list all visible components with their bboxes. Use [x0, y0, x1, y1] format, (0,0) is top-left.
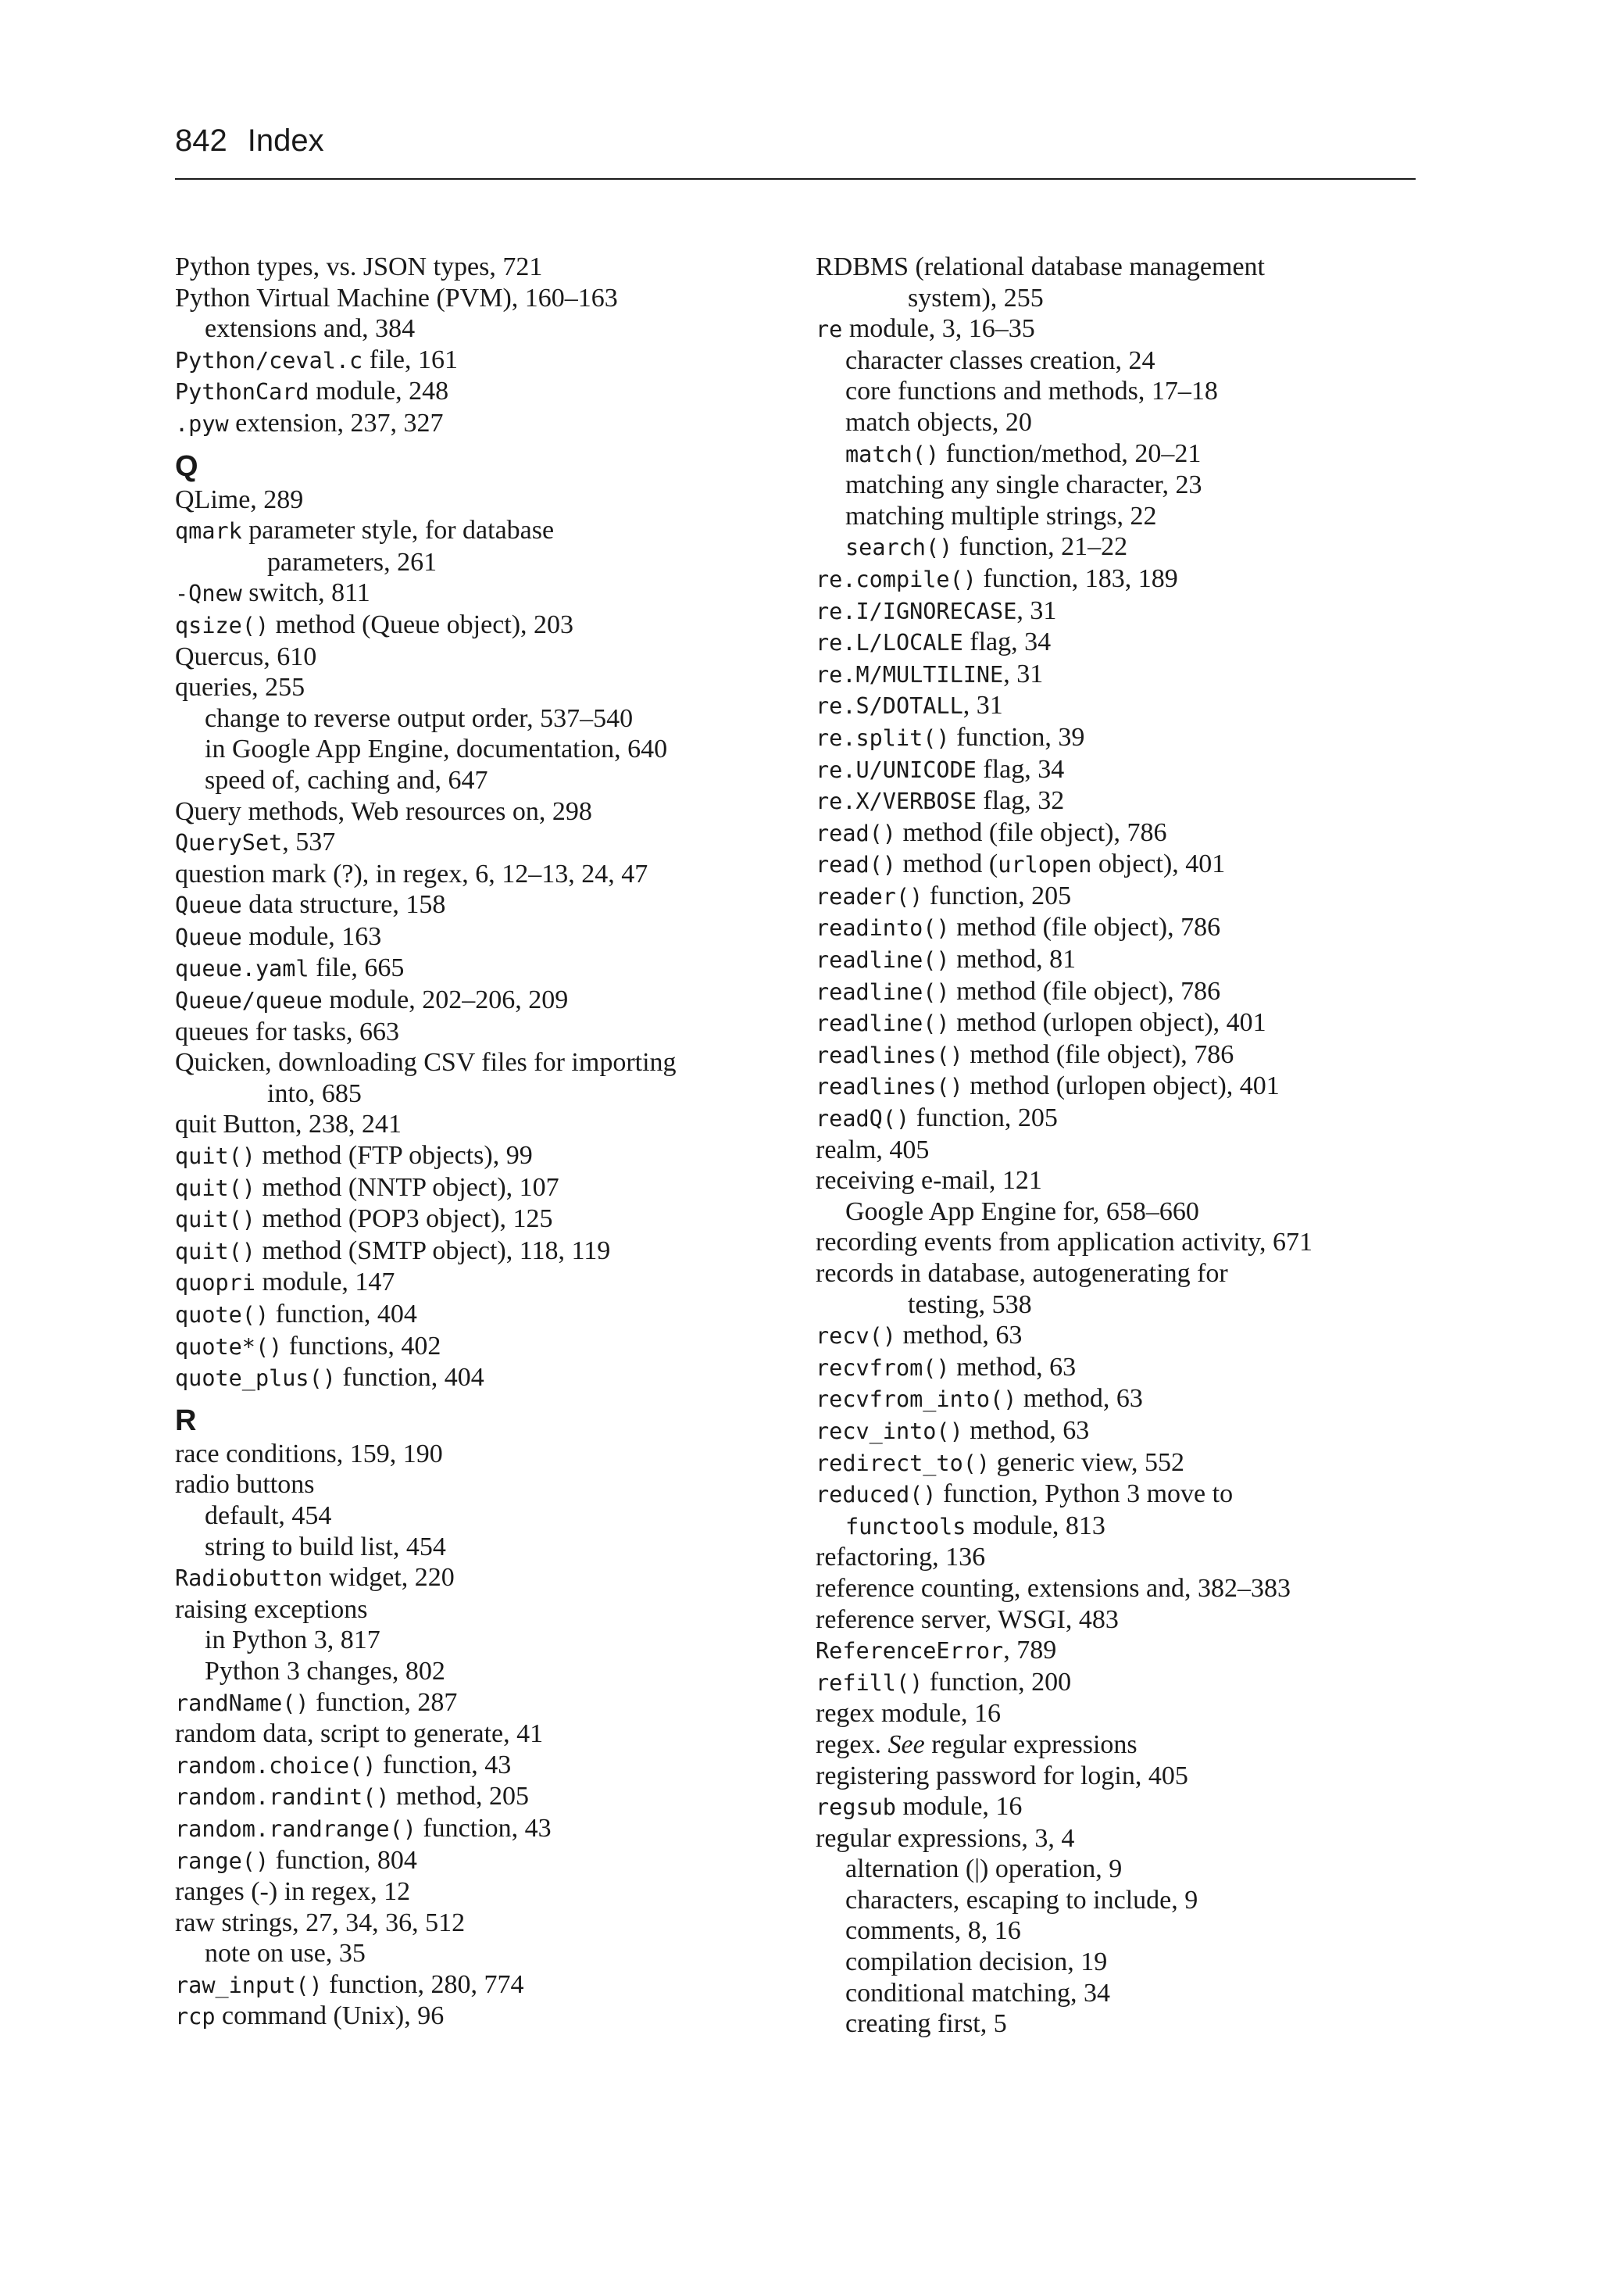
code-term: re.U/UNICODE [816, 756, 977, 783]
code-term: Queue/queue [175, 988, 323, 1014]
entry-text: registering password for login, 405 [816, 1761, 1188, 1790]
entry-text: method, 63 [962, 1415, 1090, 1445]
index-entry [175, 252, 800, 283]
code-term: read() [816, 852, 896, 878]
index-entry [816, 659, 1425, 691]
index-entry [175, 1781, 800, 1813]
entry-text: module, 163 [241, 921, 382, 951]
index-entry [816, 944, 1425, 976]
index-subentry [816, 1885, 1425, 1916]
entry-text: widget, 220 [322, 1563, 455, 1593]
index-entry [175, 1876, 800, 1908]
index-subentry [816, 438, 1425, 470]
entry-text: Python 3 changes, 802 [205, 1656, 445, 1686]
entry-text: realm, 405 [816, 1135, 930, 1164]
code-term: readline() [816, 978, 950, 1005]
index-entry [816, 252, 1425, 283]
index-entry-continuation [816, 1511, 1425, 1543]
entry-text: method, 205 [389, 1782, 530, 1811]
index-entry [175, 985, 800, 1017]
code-term: read() [816, 820, 896, 846]
index-entry [816, 754, 1425, 786]
entry-text: method (SMTP object), 118, 119 [255, 1236, 611, 1265]
index-entry [816, 1258, 1425, 1289]
index-entry [816, 1007, 1425, 1039]
page-number: 842 [175, 123, 227, 158]
code-term: range() [175, 1847, 270, 1874]
code-term: urlopen [998, 852, 1092, 878]
code-term: quit() [175, 1175, 255, 1201]
index-entry [816, 1103, 1425, 1135]
index-entry [816, 1039, 1425, 1071]
entry-text: method, 81 [949, 945, 1077, 975]
index-subentry [816, 1947, 1425, 1978]
index-subentry [816, 376, 1425, 407]
entry-text: testing, 538 [908, 1289, 1032, 1319]
entry-text: functions, 402 [282, 1331, 441, 1361]
index-entry [816, 595, 1425, 628]
index-entry [816, 1635, 1425, 1667]
index-entry [816, 1791, 1425, 1823]
entry-text: regular expressions, 3, 4 [816, 1823, 1075, 1853]
index-entry [175, 1845, 800, 1877]
entry-text: function, 205 [923, 881, 1072, 910]
entry-text: file, 665 [309, 953, 405, 983]
index-entry [175, 2001, 800, 2033]
entry-text: function/method, 20–21 [939, 438, 1202, 468]
entry-text: function, 39 [949, 722, 1085, 752]
index-subentry [816, 1978, 1425, 2009]
entry-text: switch, 811 [241, 578, 370, 608]
index-entry [175, 889, 800, 921]
index-entry [175, 345, 800, 377]
entry-text: function, 205 [909, 1103, 1058, 1133]
entry-text: method (NNTP object), 107 [255, 1172, 559, 1202]
entry-text: data structure, 158 [241, 890, 446, 920]
code-term: Radiobutton [175, 1565, 323, 1592]
code-term: re.S/DOTALL [816, 693, 963, 720]
entry-text: core functions and methods, 17–18 [845, 377, 1218, 406]
index-section-letter: R [175, 1404, 197, 1437]
code-term: qsize() [175, 612, 270, 638]
entry-text: method (Queue object), 203 [269, 610, 574, 639]
code-term: readlines() [816, 1074, 963, 1100]
index-entry [816, 1667, 1425, 1699]
index-entry [175, 376, 800, 408]
entry-text: radio buttons [175, 1470, 315, 1500]
code-term: Queue [175, 892, 242, 919]
index-entry [175, 1562, 800, 1594]
entry-text: reference counting, extensions and, 382–383 [816, 1573, 1291, 1603]
code-term: -Qnew [175, 581, 242, 607]
code-term: quote_plus() [175, 1365, 336, 1392]
entry-text: method (urlopen object), 401 [949, 1008, 1266, 1038]
entry-text: method, 63 [1016, 1384, 1143, 1414]
index-entry-continuation [175, 1078, 800, 1110]
index-entry [175, 1718, 800, 1750]
index-entry [816, 1761, 1425, 1792]
code-term: re.M/MULTILINE [816, 661, 1004, 688]
index-subentry [816, 345, 1425, 377]
code-term: reduced() [816, 1482, 937, 1508]
index-entry [816, 912, 1425, 944]
entry-text: method (urlopen object), 401 [962, 1071, 1280, 1101]
header-rule [175, 178, 1416, 180]
entry-text: , 789 [1003, 1636, 1057, 1665]
entry-text: method (file object), 786 [895, 817, 1167, 847]
code-term: re.I/IGNORECASE [816, 598, 1017, 624]
index-entry [175, 1687, 800, 1719]
code-term: match() [845, 441, 940, 467]
index-entry [816, 785, 1425, 817]
entry-text: flag, 32 [976, 786, 1065, 816]
code-term: QuerySet [175, 830, 283, 857]
entry-text: into, 685 [267, 1078, 362, 1108]
index-entry [175, 578, 800, 610]
code-term: re.compile() [816, 566, 977, 592]
entry-text: function, 21–22 [952, 532, 1128, 562]
entry-text: regular expressions [924, 1729, 1138, 1759]
code-term: quote() [175, 1302, 270, 1328]
code-term: functools [845, 1513, 966, 1540]
index-subentry [175, 765, 800, 796]
entry-text: method (file object), 786 [949, 913, 1221, 942]
entry-text: reference server, WSGI, 483 [816, 1604, 1119, 1634]
entry-text: flag, 34 [976, 754, 1065, 784]
entry-text: match objects, 20 [845, 407, 1032, 437]
index-entry [816, 817, 1425, 849]
entry-text: recording events from application activity, 671 [816, 1228, 1313, 1257]
code-term: search() [845, 535, 953, 561]
code-term: re.L/LOCALE [816, 630, 963, 656]
code-term: raw_input() [175, 1972, 323, 1998]
index-entry [175, 1969, 800, 2001]
entry-text: method (file object), 786 [949, 976, 1221, 1006]
index-entry [175, 408, 800, 440]
index-subentry [816, 1196, 1425, 1228]
entry-text: regex module, 16 [816, 1699, 1001, 1729]
code-term: readQ() [816, 1106, 910, 1132]
entry-text: Python Virtual Machine (PVM), 160–163 [175, 283, 618, 313]
index-entry [175, 642, 800, 673]
entry-text: generic view, 552 [990, 1447, 1184, 1477]
code-term: readline() [816, 1010, 950, 1037]
header-title: Index [247, 123, 324, 158]
index-entry [175, 859, 800, 890]
code-term: redirect_to() [816, 1450, 991, 1476]
index-entry [175, 1594, 800, 1625]
index-subentry [175, 1656, 800, 1687]
code-term: randName() [175, 1690, 309, 1716]
entry-text: quit Button, 238, 241 [175, 1110, 402, 1139]
entry-text: characters, escaping to include, 9 [845, 1885, 1198, 1915]
index-entry [816, 627, 1425, 659]
index-entry [816, 1135, 1425, 1166]
entry-text: raising exceptions [175, 1594, 368, 1624]
index-entry [816, 849, 1425, 881]
index-entry [816, 1823, 1425, 1854]
index-subentry [175, 1938, 800, 1969]
entry-text: function, 804 [269, 1845, 417, 1875]
see-reference: See [888, 1729, 925, 1759]
entry-text: ranges (-) in regex, 12 [175, 1877, 411, 1907]
index-entry [175, 1140, 800, 1172]
index-entry [816, 1352, 1425, 1384]
entry-text: comments, 8, 16 [845, 1916, 1021, 1946]
index-entry [175, 1047, 800, 1078]
entry-text: method, 63 [949, 1352, 1077, 1382]
index-entry [816, 1383, 1425, 1415]
entry-text: function, 287 [309, 1687, 458, 1717]
entry-text: in Google App Engine, documentation, 640 [205, 735, 668, 764]
index-entry [816, 1071, 1425, 1103]
index-entry [175, 515, 800, 547]
entry-text: race conditions, 159, 190 [175, 1439, 443, 1468]
entry-text: function, 280, 774 [322, 1969, 524, 1999]
index-subentry [175, 734, 800, 765]
entry-text: function, Python 3 move to [936, 1479, 1234, 1509]
code-term: .pyw [175, 410, 229, 437]
entry-text: queues for tasks, 663 [175, 1017, 400, 1046]
entry-text: , 537 [282, 828, 336, 857]
index-subentry [816, 531, 1425, 563]
index-entry [175, 610, 800, 642]
entry-text: module, 3, 16–35 [842, 314, 1035, 344]
code-term: queue.yaml [175, 956, 309, 982]
entry-text: object), 401 [1091, 849, 1226, 879]
entry-text: extension, 237, 327 [228, 408, 444, 438]
index-entry [175, 953, 800, 985]
index-entry [816, 1604, 1425, 1636]
entry-text: command (Unix), 96 [215, 2001, 445, 2031]
entry-text: system), 255 [908, 283, 1044, 313]
code-term: qmark [175, 518, 242, 545]
running-header [175, 122, 324, 159]
entry-text: method (file object), 786 [962, 1039, 1234, 1069]
index-subentry [816, 1854, 1425, 1885]
index-entry [816, 1698, 1425, 1729]
index-entry [816, 976, 1425, 1008]
entry-text: function, 404 [335, 1363, 484, 1393]
entry-text: module, 248 [309, 377, 449, 406]
entry-text: speed of, caching and, 647 [205, 765, 488, 795]
index-subentry [175, 1625, 800, 1656]
entry-text: module, 16 [895, 1792, 1023, 1822]
entry-text: parameters, 261 [267, 547, 438, 577]
index-subentry [175, 313, 800, 345]
entry-text: question mark (?), in regex, 6, 12–13, 24, 47 [175, 859, 648, 889]
code-term: readline() [816, 947, 950, 974]
entry-text: file, 161 [362, 345, 459, 374]
entry-text: refactoring, 136 [816, 1543, 986, 1572]
index-subentry [816, 470, 1425, 501]
entry-text: Python types, vs. JSON types, 721 [175, 252, 543, 281]
index-entry [816, 722, 1425, 754]
index-subentry [816, 407, 1425, 438]
entry-text: method ( [895, 849, 998, 879]
entry-text: regex. [816, 1729, 888, 1759]
code-term: quit() [175, 1143, 255, 1170]
entry-text: change to reverse output order, 537–540 [205, 703, 634, 733]
index-entry [816, 1227, 1425, 1258]
entry-text: function, 404 [269, 1300, 417, 1329]
entry-text: Query methods, Web resources on, 298 [175, 796, 592, 826]
entry-text: function, 200 [923, 1667, 1072, 1697]
index-subentry [816, 501, 1425, 532]
entry-text: flag, 34 [962, 628, 1052, 657]
index-entry [175, 1439, 800, 1470]
index-entry [175, 796, 800, 828]
index-entry [175, 1299, 800, 1331]
entry-text: method (FTP objects), 99 [255, 1141, 533, 1171]
entry-text: compilation decision, 19 [845, 1947, 1108, 1977]
entry-text: , 31 [1016, 595, 1057, 625]
index-entry [175, 1331, 800, 1363]
index-entry [175, 1267, 800, 1299]
code-term: re.split() [816, 724, 950, 751]
index-entry [175, 1362, 800, 1394]
entry-text: records in database, autogenerating for [816, 1259, 1228, 1288]
entry-text: RDBMS (relational database management [816, 252, 1265, 281]
code-term: quit() [175, 1238, 255, 1264]
code-term: regsub [816, 1794, 896, 1821]
entry-text: matching multiple strings, 22 [845, 501, 1157, 531]
code-term: random.choice() [175, 1752, 377, 1779]
code-term: re.X/VERBOSE [816, 789, 977, 815]
entry-text: matching any single character, 23 [845, 470, 1202, 500]
index-subentry [816, 2008, 1425, 2040]
entry-text: default, 454 [205, 1500, 332, 1530]
entry-text: function, 43 [376, 1750, 512, 1779]
code-term: random.randint() [175, 1784, 390, 1811]
index-entry [816, 690, 1425, 722]
index-entry [816, 881, 1425, 913]
entry-text: note on use, 35 [205, 1939, 366, 1969]
code-term: random.randrange() [175, 1815, 416, 1842]
entry-text: string to build list, 454 [205, 1532, 446, 1561]
index-entry [175, 1236, 800, 1268]
code-term: ReferenceError [816, 1638, 1004, 1665]
entry-text: Google App Engine for, 658–660 [845, 1196, 1199, 1226]
index-column-right [816, 252, 1425, 2040]
index-entry [816, 1729, 1425, 1761]
code-term: recv() [816, 1323, 896, 1350]
entry-text: conditional matching, 34 [845, 1978, 1110, 2008]
entry-text: parameter style, for database [241, 516, 555, 545]
entry-text: character classes creation, 24 [845, 345, 1155, 375]
entry-text: in Python 3, 817 [205, 1625, 380, 1655]
entry-text: module, 813 [966, 1511, 1105, 1540]
index-entry-continuation [175, 547, 800, 578]
code-term: re [816, 317, 843, 343]
entry-text: raw strings, 27, 34, 36, 512 [175, 1908, 466, 1937]
entry-text: method, 63 [895, 1321, 1023, 1350]
index-subentry [175, 703, 800, 735]
index-entry [816, 1573, 1425, 1604]
index-entry [175, 1469, 800, 1500]
entry-text: random data, script to generate, 41 [175, 1719, 544, 1749]
index-entry [816, 1542, 1425, 1573]
entry-text: queries, 255 [175, 673, 305, 703]
index-entry-continuation [816, 1289, 1425, 1321]
entry-text: function, 43 [416, 1813, 552, 1843]
code-term: recvfrom() [816, 1354, 950, 1381]
entry-text: Quicken, downloading CSV files for importing [175, 1048, 677, 1078]
code-term: quote*() [175, 1333, 283, 1360]
entry-text: extensions and, 384 [205, 314, 416, 344]
index-entry [175, 921, 800, 953]
entry-text: Quercus, 610 [175, 642, 317, 671]
entry-text: QLime, 289 [175, 485, 304, 514]
entry-text: receiving e-mail, 121 [816, 1166, 1042, 1196]
index-entry [175, 1172, 800, 1204]
index-entry [816, 1447, 1425, 1479]
index-entry [175, 1203, 800, 1236]
entry-text: , 31 [1003, 659, 1044, 688]
index-entry [175, 1813, 800, 1845]
index-entry [816, 563, 1425, 595]
index-subentry [175, 1532, 800, 1563]
index-entry [175, 1750, 800, 1782]
index-entry [816, 313, 1425, 345]
index-column-left [175, 252, 800, 2033]
code-term: PythonCard [175, 379, 309, 406]
index-entry [816, 1320, 1425, 1352]
entry-text: creating first, 5 [845, 2009, 1007, 2039]
code-term: recv_into() [816, 1418, 963, 1444]
index-entry [175, 1109, 800, 1140]
index-entry [175, 1908, 800, 1939]
index-section-letter: Q [175, 449, 198, 483]
code-term: quit() [175, 1207, 255, 1233]
index-entry [816, 1479, 1425, 1511]
entry-text: function, 183, 189 [976, 563, 1178, 593]
index-entry [816, 1415, 1425, 1447]
index-entry [175, 283, 800, 314]
index-entry [175, 485, 800, 516]
code-term: quopri [175, 1270, 255, 1296]
entry-text: , 31 [962, 691, 1003, 721]
code-term: recvfrom_into() [816, 1386, 1017, 1413]
code-term: Queue [175, 924, 242, 950]
entry-text: module, 147 [255, 1268, 395, 1297]
code-term: readlines() [816, 1042, 963, 1068]
index-entry [816, 1165, 1425, 1196]
code-term: Python/ceval.c [175, 347, 363, 374]
entry-text: module, 202–206, 209 [322, 985, 569, 1015]
index-entry [175, 827, 800, 859]
index-subentry [816, 1915, 1425, 1947]
index-entry [175, 1017, 800, 1048]
code-term: reader() [816, 883, 923, 910]
index-entry-continuation [816, 283, 1425, 314]
code-term: readinto() [816, 915, 950, 942]
entry-text: method (POP3 object), 125 [255, 1204, 553, 1234]
code-term: refill() [816, 1669, 923, 1696]
entry-text: alternation (|) operation, 9 [845, 1854, 1123, 1884]
index-entry [175, 672, 800, 703]
code-term: rcp [175, 2004, 216, 2030]
index-subentry [175, 1500, 800, 1532]
